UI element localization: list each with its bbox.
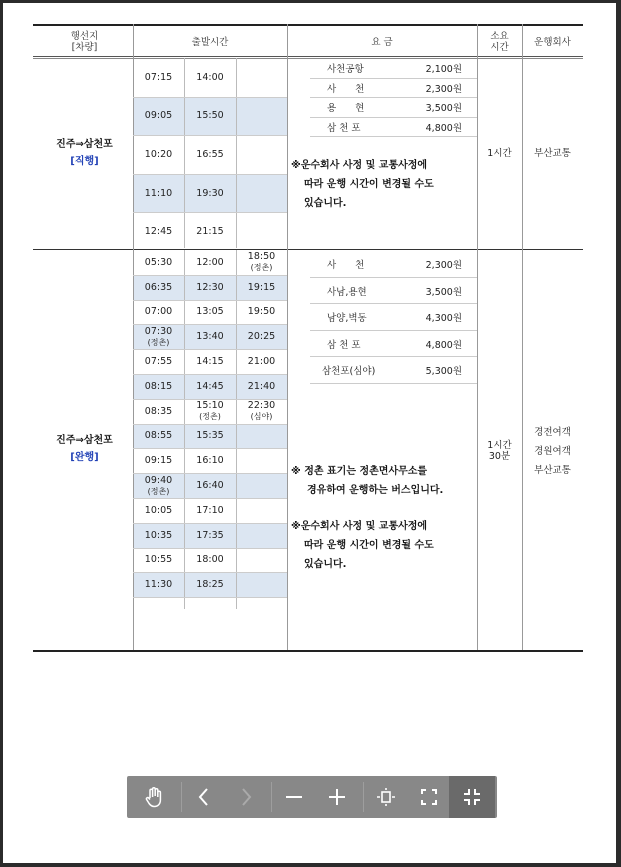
fare-price: 3,500원 <box>425 286 462 298</box>
via-note: (정촌) <box>250 263 273 273</box>
departure-time: 12:45 <box>144 226 173 238</box>
time-value: 12:00 <box>196 256 224 268</box>
direct-note: ※운수회사 사정 및 교통사정에 따라 운행 시간이 변경될 수도 있습니다. <box>291 160 434 209</box>
via-note: (심야) <box>250 412 273 422</box>
time-value: 14:15 <box>196 356 224 368</box>
departure-time <box>133 250 184 275</box>
grid-line <box>310 97 477 98</box>
grid-line <box>310 277 477 278</box>
time-value: 19:50 <box>247 306 276 318</box>
departure-time <box>184 374 236 399</box>
time-value: 17:10 <box>196 504 224 516</box>
time-value: 20:25 <box>247 331 276 343</box>
time-value: 09:40 <box>144 474 173 486</box>
grid-line <box>310 136 477 137</box>
time-value: 18:25 <box>196 579 224 591</box>
chevron-right-icon <box>239 787 253 807</box>
departure-time <box>236 275 287 300</box>
grid-line <box>133 473 287 474</box>
local-route: 진주⇒삼천포 [완행] <box>36 432 133 466</box>
viewer-toolbar <box>127 776 497 818</box>
grid-line <box>133 97 287 98</box>
departure-time: 16:55 <box>196 148 224 160</box>
departure-time <box>133 374 184 399</box>
time-value: 10:35 <box>144 529 173 541</box>
grid-line <box>133 275 287 276</box>
time-value: 17:35 <box>196 529 224 541</box>
departure-time <box>236 399 287 424</box>
time-value: 11:30 <box>144 579 173 591</box>
minus-icon <box>285 788 303 806</box>
departure-time <box>184 498 236 523</box>
time-value: 14:45 <box>196 380 224 392</box>
company-item: 부산교통 <box>534 464 571 476</box>
grid-line <box>133 300 287 301</box>
grid-line <box>133 374 287 375</box>
fare-stop: 사 천 <box>327 260 365 271</box>
chevron-left-icon <box>197 787 211 807</box>
time-value: 08:55 <box>144 430 173 442</box>
departure-time: 21:15 <box>196 226 224 238</box>
grid-line <box>133 572 287 573</box>
time-value: 07:30 <box>144 325 173 337</box>
fare-price: 2,300원 <box>425 260 462 271</box>
departure-time <box>184 473 236 498</box>
previous-page-button[interactable] <box>181 776 227 818</box>
departure-time <box>184 275 236 300</box>
time-value: 07:55 <box>144 356 173 368</box>
shaded-cell <box>237 175 287 213</box>
via-note: (정촌) <box>147 486 170 496</box>
grid-line <box>133 324 287 325</box>
departure-time <box>184 250 236 275</box>
time-value: 18:50 <box>247 251 276 263</box>
departure-time <box>184 523 236 548</box>
departure-time <box>236 349 287 374</box>
grid-line <box>133 597 287 598</box>
exit-fullscreen-icon <box>463 788 481 806</box>
grid-line <box>184 250 185 609</box>
local-tag: [완행] <box>70 452 99 463</box>
local-note-schedule: ※운수회사 사정 및 교통사정에 따라 운행 시간이 변경될 수도 있습니다. <box>291 521 434 570</box>
departure-time <box>133 424 184 449</box>
time-value: 08:35 <box>144 405 173 417</box>
departure-time <box>184 324 236 349</box>
grid-line <box>133 523 287 524</box>
grid-line <box>310 117 477 118</box>
fare-price: 4,800원 <box>425 122 462 134</box>
departure-time <box>184 300 236 325</box>
fare-stop: 사남,용현 <box>327 286 367 298</box>
departure-time <box>133 275 184 300</box>
local-companies <box>522 420 583 482</box>
time-value: 13:05 <box>196 306 224 318</box>
time-value: 15:10 <box>196 400 224 412</box>
grid-line <box>133 424 287 425</box>
departure-time: 19:30 <box>196 187 224 199</box>
header-fare: 요 금 <box>371 36 393 48</box>
departure-time <box>133 324 184 349</box>
fare-price: 4,300원 <box>425 313 462 325</box>
time-value: 16:10 <box>196 455 224 467</box>
grid-line <box>310 330 477 331</box>
fit-width-icon <box>376 787 396 807</box>
shaded-cell <box>237 524 287 548</box>
hand-icon <box>144 786 164 808</box>
grid-line <box>133 24 134 650</box>
departure-time <box>184 399 236 424</box>
time-value: 10:55 <box>144 554 173 566</box>
fare-stop: 삼 천 포 <box>327 122 361 134</box>
departure-time <box>184 548 236 573</box>
grid-line <box>33 58 583 59</box>
departure-time: 14:00 <box>196 71 224 83</box>
fare-stop: 삼천포(심야) <box>322 366 376 378</box>
time-value: 22:30 <box>247 400 276 412</box>
header-company: 운행회사 <box>534 36 571 48</box>
direct-tag: [직행] <box>70 156 99 167</box>
grid-line <box>133 349 287 350</box>
grid-line <box>33 56 583 57</box>
time-value: 07:00 <box>144 306 173 318</box>
departure-time <box>133 572 184 597</box>
grid-line <box>133 212 287 213</box>
company-item: 경원여객 <box>534 445 571 457</box>
fare-stop: 용 현 <box>327 103 365 114</box>
via-note: (정촌) <box>199 412 221 422</box>
departure-time <box>236 300 287 325</box>
departure-time <box>184 572 236 597</box>
shaded-cell <box>237 425 287 449</box>
departure-time <box>236 374 287 399</box>
time-value: 08:15 <box>144 380 173 392</box>
departure-time <box>236 250 287 275</box>
header-duration: 소요 시간 <box>490 31 509 53</box>
departure-time <box>133 548 184 573</box>
fit-width-button[interactable] <box>363 776 409 818</box>
grid-line <box>133 498 287 499</box>
grid-line <box>33 650 583 652</box>
time-value: 21:40 <box>247 380 276 392</box>
local-duration: 1시간 30분 <box>487 440 512 462</box>
grid-line <box>477 24 478 650</box>
time-value: 10:05 <box>144 504 173 516</box>
time-value: 09:15 <box>144 455 173 467</box>
fare-price: 4,800원 <box>425 339 462 351</box>
departure-time: 07:15 <box>144 71 173 83</box>
departure-time <box>184 448 236 473</box>
time-value: 21:00 <box>247 356 276 368</box>
time-value: 05:30 <box>144 256 173 268</box>
departure-time <box>133 523 184 548</box>
company-item: 경전여객 <box>534 426 571 438</box>
departure-time: 11:10 <box>144 187 173 199</box>
time-value: 16:40 <box>196 480 224 492</box>
time-value: 19:15 <box>247 281 276 293</box>
departure-time <box>133 448 184 473</box>
grid-line <box>310 383 477 384</box>
departure-time <box>133 349 184 374</box>
grid-line <box>133 174 287 175</box>
departure-time: 15:50 <box>196 110 224 122</box>
next-page-button[interactable] <box>223 776 269 818</box>
time-value: 13:40 <box>196 331 224 343</box>
fullscreen-icon <box>420 788 438 806</box>
via-note: (정촌) <box>147 337 170 347</box>
local-note-jeongchon: ※ 정촌 표기는 정촌면사무소를 경유하여 운행하는 버스입니다. <box>291 466 444 496</box>
time-value: 12:30 <box>196 281 224 293</box>
direct-company: 부산교통 <box>534 147 571 159</box>
grid-line <box>133 548 287 549</box>
fare-stop: 남양,벽동 <box>327 313 367 325</box>
grid-line <box>184 58 185 248</box>
time-value: 15:35 <box>196 430 224 442</box>
fare-stop: 사 천 <box>327 83 365 95</box>
fare-price: 5,300원 <box>425 366 462 378</box>
departure-time <box>236 324 287 349</box>
fare-price: 2,100원 <box>425 64 462 75</box>
grid-line <box>33 24 583 26</box>
hand-tool-button[interactable] <box>131 776 177 818</box>
shaded-cell <box>237 98 287 136</box>
grid-line <box>522 24 523 650</box>
grid-line <box>33 249 583 250</box>
grid-line <box>287 24 288 650</box>
grid-line <box>133 448 287 449</box>
departure-time <box>133 473 184 498</box>
grid-line <box>310 356 477 357</box>
grid-line <box>236 250 237 609</box>
zoom-in-button[interactable] <box>314 776 360 818</box>
zoom-out-button[interactable] <box>271 776 317 818</box>
fare-price: 3,500원 <box>425 103 462 114</box>
time-value: 18:00 <box>196 554 224 566</box>
fare-price: 2,300원 <box>425 83 462 95</box>
departure-time: 10:20 <box>144 148 173 160</box>
fare-stop: 삼 천 포 <box>327 339 361 351</box>
plus-icon <box>328 788 346 806</box>
fare-stop: 사천공항 <box>327 64 364 75</box>
departure-time <box>184 424 236 449</box>
shaded-cell <box>237 573 287 597</box>
time-value: 06:35 <box>144 281 173 293</box>
direct-route: 진주⇒삼천포 [직행] <box>36 136 133 170</box>
departure-time <box>133 399 184 424</box>
header-departure: 출발시간 <box>191 36 229 48</box>
grid-line <box>310 78 477 79</box>
grid-line <box>310 303 477 304</box>
grid-line <box>236 58 237 248</box>
grid-line <box>133 399 287 400</box>
shaded-cell <box>237 474 287 498</box>
grid-line <box>133 135 287 136</box>
header-route: 행선지 [차량] <box>70 31 99 53</box>
direct-duration: 1시간 <box>487 147 512 159</box>
departure-time <box>133 498 184 523</box>
departure-time: 09:05 <box>144 110 173 122</box>
fullscreen-button[interactable] <box>406 776 452 818</box>
departure-time <box>184 349 236 374</box>
departure-time <box>133 300 184 325</box>
exit-fullscreen-button[interactable] <box>449 776 495 818</box>
